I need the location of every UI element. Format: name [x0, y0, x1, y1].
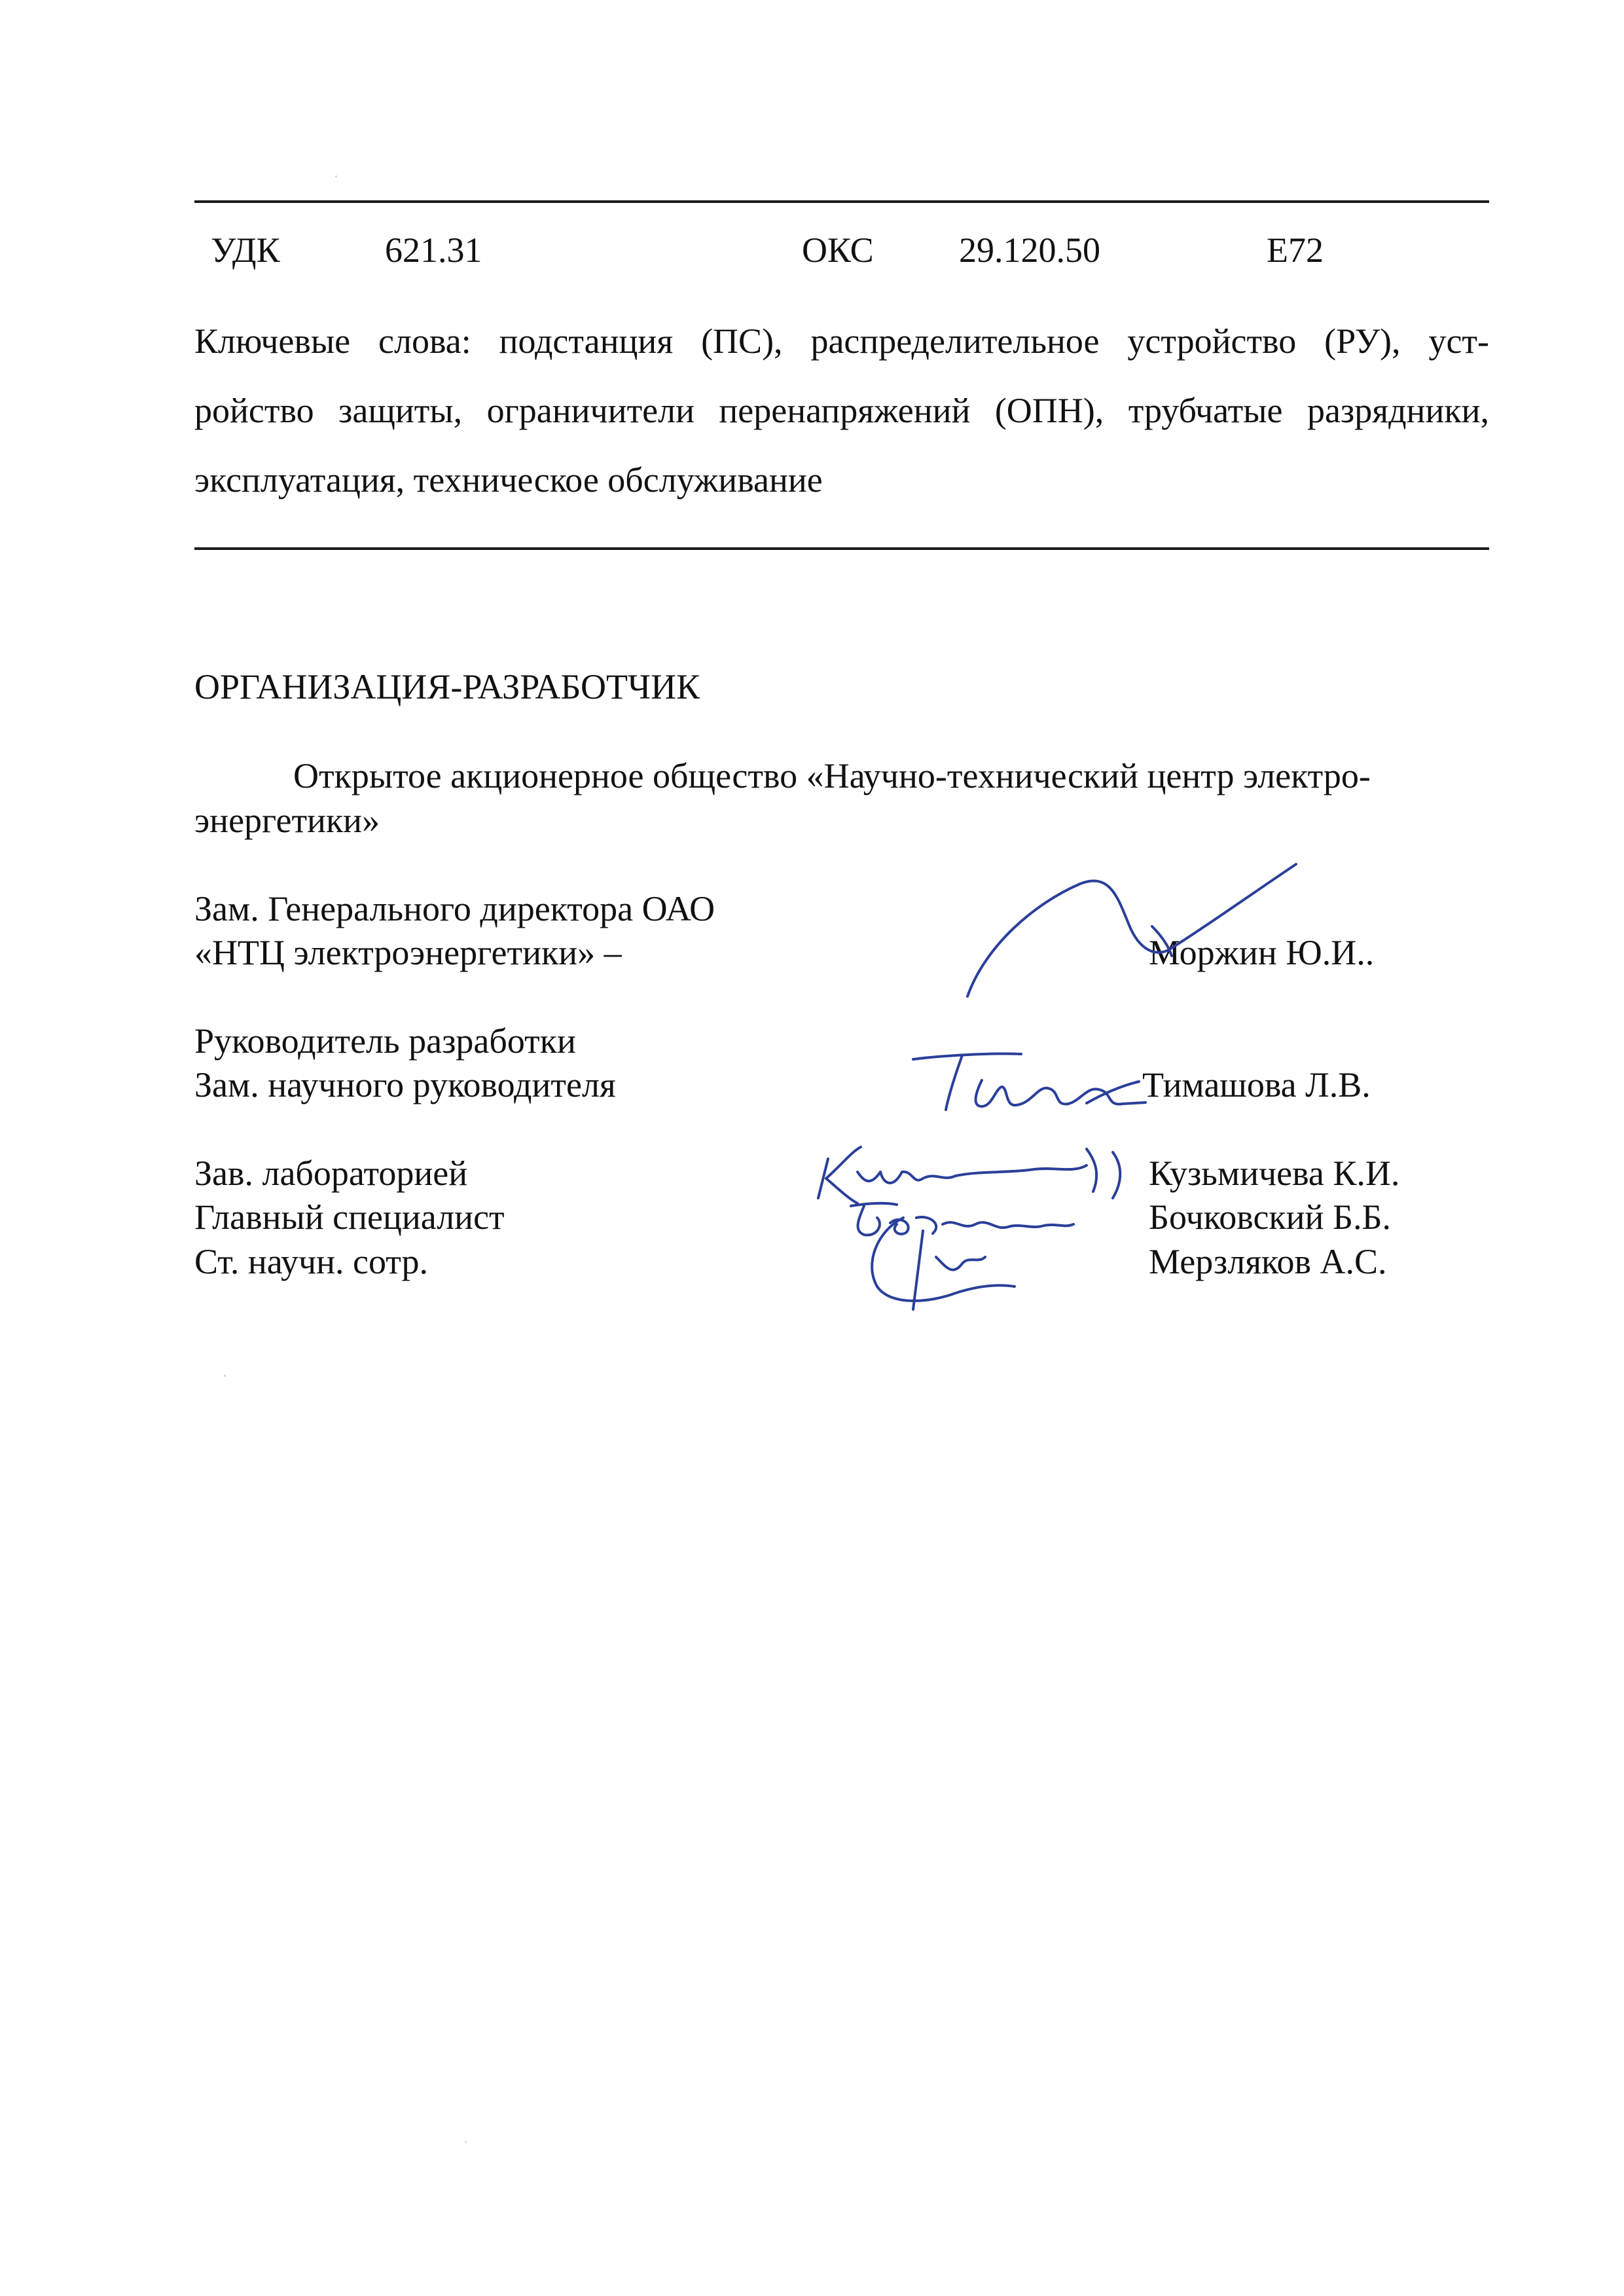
- scan-speck: [335, 175, 337, 177]
- signatory-name: Кузьмичева К.И.: [1149, 1154, 1400, 1193]
- signatory-title: Руководитель разработки: [194, 1021, 576, 1061]
- signatory-title: Зам. научного руководителя: [194, 1065, 616, 1104]
- signature-kuzmicheva-tail: [1087, 1149, 1120, 1198]
- signatory-title: Ст. научн. сотр.: [194, 1242, 429, 1281]
- signatory-title: «НТЦ электроэнергетики» –: [194, 933, 622, 972]
- signature-timashova: [913, 1053, 1146, 1110]
- signature-morzhin: [967, 864, 1296, 996]
- signatory-title: Главный специалист: [194, 1197, 505, 1237]
- signature-bochkovsky: [851, 1203, 1074, 1235]
- scan-speck: [465, 2141, 467, 2143]
- signatory-name: Бочковский Б.Б.: [1149, 1197, 1391, 1237]
- top-rule: [194, 200, 1489, 203]
- organization-name-line: Открытое акционерное общество «Научно-технический центр электро-: [293, 756, 1371, 795]
- classification-code: Е72: [1267, 230, 1324, 270]
- bottom-rule: [194, 547, 1489, 550]
- scan-speck: [224, 1375, 226, 1377]
- udk-value: 621.31: [385, 230, 482, 270]
- udk-label: УДК: [211, 230, 280, 270]
- keywords-line: Ключевые слова: подстанция (ПС), распределительное устройство (РУ), уст-: [194, 321, 1489, 361]
- signatory-title: Зам. Генерального директора ОАО: [194, 889, 715, 928]
- signature-kuzmicheva: [818, 1147, 1087, 1203]
- signatory-name: Тимашова Л.В.: [1142, 1065, 1371, 1104]
- keywords-line: ройство защиты, ограничители перенапряжений (ОПН), трубчатые разрядники,: [194, 391, 1489, 430]
- organization-name-line: энергетики»: [194, 801, 380, 840]
- oks-value: 29.120.50: [959, 230, 1100, 270]
- signatory-title: Зав. лабораторией: [194, 1154, 468, 1193]
- signature-timashova-stroke: [1087, 1082, 1139, 1103]
- signatory-name: Мерзляков А.С.: [1149, 1242, 1387, 1281]
- signatory-name: Моржин Ю.И..: [1149, 933, 1375, 972]
- oks-label: ОКС: [802, 230, 874, 270]
- keywords-line: эксплуатация, техническое обслуживание: [194, 460, 823, 500]
- keywords-paragraph: [194, 321, 1489, 529]
- developer-heading: ОРГАНИЗАЦИЯ-РАЗРАБОТЧИК: [194, 667, 700, 706]
- signature-merzlyakov: [872, 1218, 1015, 1309]
